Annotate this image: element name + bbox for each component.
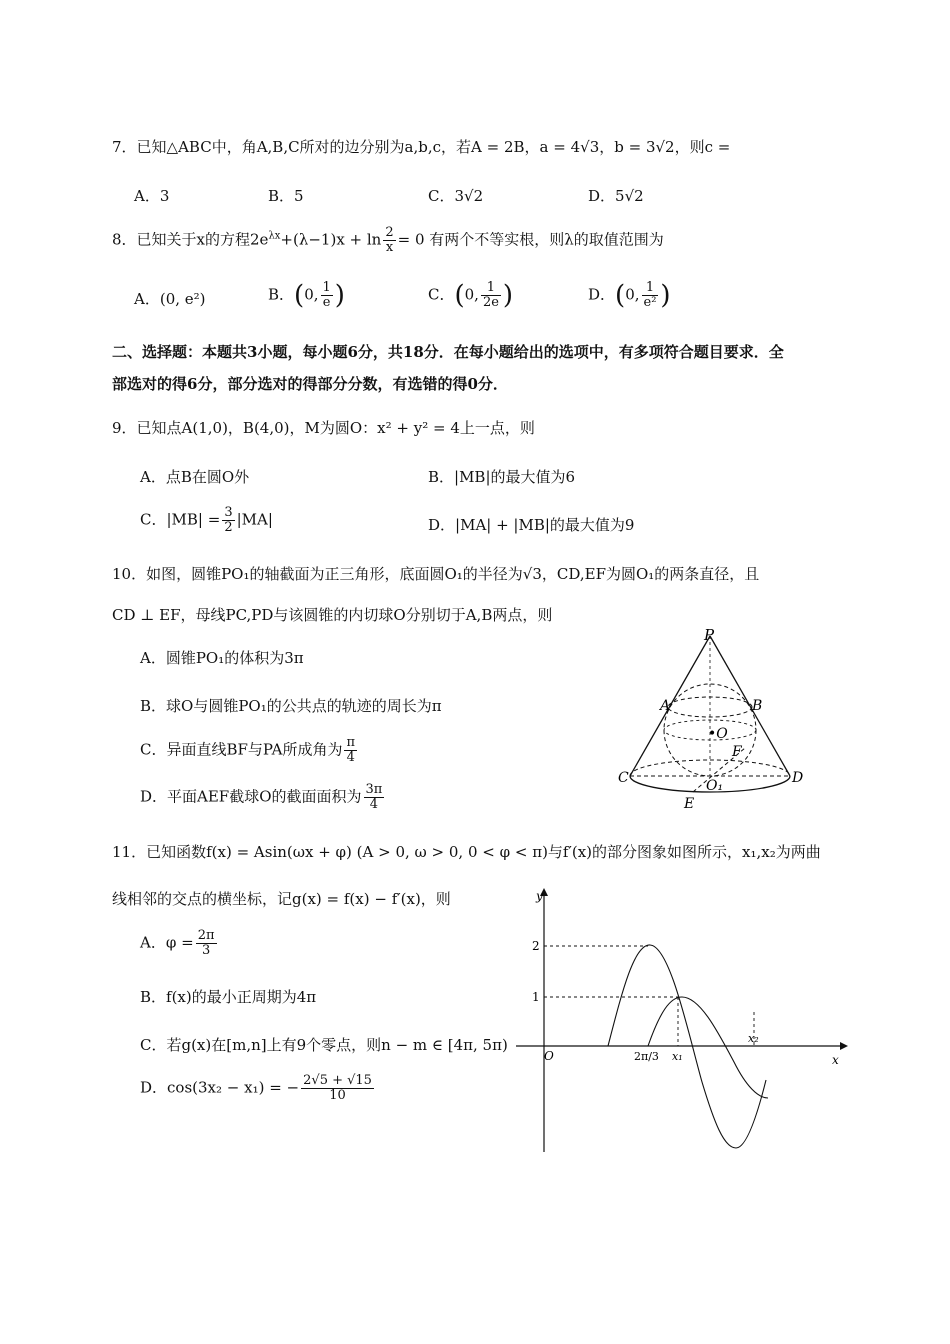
q9-option-c-frac: [222, 506, 234, 535]
q11-option-a-frac: [196, 929, 217, 958]
q7-option-a: A．3: [134, 187, 170, 205]
cone-label-d: D: [792, 770, 804, 786]
q8-option-d-frac: [642, 281, 659, 310]
function-graph: [510, 882, 850, 1158]
q8-option-d-num: 1: [642, 281, 659, 296]
graph-label-x2: x₂: [748, 1032, 759, 1045]
q8-option-d: D．(0, $\frac{1}{\text{e²}}$ ): [588, 280, 671, 311]
q11-option-c: C．若g(x)在[m,n]上有9个零点，则n − m ∈ [4π, 5π): [140, 1036, 508, 1054]
cone-label-c: C: [618, 770, 629, 786]
q8-stem-sup: λx: [268, 230, 281, 242]
q8-option-a-label: A．: [134, 290, 160, 308]
q8-option-a: [134, 288, 206, 309]
graph-label-x1: x₁: [672, 1050, 683, 1063]
cone-label-o: •O: [708, 726, 728, 742]
q8-option-b-num: 1: [322, 280, 331, 295]
section2-line2: 部选对的得6分，部分选对的得部分分数，有选错的得0分．: [112, 375, 508, 393]
q7-option-d: D．5√2: [588, 187, 644, 205]
q8-option-c-den: 2e: [482, 295, 499, 310]
q11-option-a-a: A．φ =: [140, 933, 194, 952]
q9-option-c-den: 2: [224, 520, 233, 535]
q8-option-c-label: C．: [428, 285, 455, 304]
q8-option-d-zero: 0,: [625, 285, 640, 304]
q11-option-d-frac: [301, 1074, 374, 1103]
q8-stem-frac: [383, 226, 395, 255]
cone-label-b: B: [752, 698, 763, 714]
cone-label-p: P: [704, 626, 715, 644]
q8-option-d-label: D．: [588, 285, 616, 304]
q7-stem: 7．已知△ABC中，角A,B,C所对的边分别为a,b,c，若A = 2B，a = 4√3，b = 3√2，则c =: [112, 138, 731, 156]
q8-option-d-den: e²: [643, 295, 657, 310]
q10-option-c: [140, 736, 359, 765]
graph-label-origin: O: [544, 1049, 554, 1063]
cone-figure: [600, 622, 820, 818]
q10-option-d-num: 3π: [365, 782, 383, 797]
q11-option-a: [140, 929, 219, 958]
q8-option-b-label: B．: [268, 285, 295, 304]
q10-option-c-num: π: [346, 735, 356, 750]
q8-option-a-body: (0, e²): [159, 290, 206, 308]
q9-option-c-num: 3: [224, 505, 233, 520]
q8-stem-b: +(λ−1)x + ln: [280, 230, 382, 249]
q8-option-c-zero: 0,: [464, 285, 479, 304]
q7-option-c: C．3√2: [428, 187, 484, 205]
q8-stem-c: = 0 有两个不等实根，则λ的取值范围为: [397, 230, 664, 249]
graph-label-y: y: [536, 889, 543, 903]
q9-option-d: D．|MA| + |MB|的最大值为9: [428, 516, 635, 534]
cone-label-e: E: [684, 796, 695, 812]
graph-label-one: 1: [532, 990, 540, 1004]
q9-option-a: A．点B在圆O外: [140, 468, 250, 486]
q8-stem: [112, 226, 664, 255]
q10-option-c-den: 4: [346, 750, 355, 765]
q11-option-a-den: 3: [201, 943, 211, 958]
q8-stem-den: x: [385, 240, 394, 255]
q8-option-c-frac: [481, 281, 501, 310]
graph-label-x: x: [832, 1053, 839, 1067]
q7-option-b: B．5: [268, 187, 304, 205]
q11-option-d-num: 2√5 + √15: [303, 1073, 372, 1088]
curve-function: [648, 997, 768, 1098]
q11-stem-1: 11．已知函数f(x) = Asin(ωx + φ) (A > 0, ω > 0, 0 < φ < π)与f′(x)的部分图象如图所示，x₁,x₂为两曲: [112, 843, 821, 861]
q10-option-a: A．圆锥PO₁的体积为3π: [140, 649, 304, 667]
q10-option-d-frac: [364, 783, 385, 812]
q9-option-c-a: C．|MB| =: [140, 510, 221, 529]
section2-line1: 二、选择题：本题共3小题，每小题6分，共18分．在每小题给出的选项中，有多项符合题目要求．全: [112, 343, 784, 361]
q10-option-c-a: C．异面直线BF与PA所成角为: [140, 740, 343, 759]
q10-option-c-frac: [344, 736, 357, 765]
q10-stem-2: CD ⊥ EF，母线PC,PD与该圆锥的内切球O分别切于A,B两点，则: [112, 606, 553, 624]
cone-label-o1: O₁: [706, 778, 724, 794]
q9-option-b: B．|MB|的最大值为6: [428, 468, 576, 486]
q10-stem-1: 10．如图，圆锥PO₁的轴截面为正三角形，底面圆O₁的半径为√3，CD,EF为圆O₁的两条直径，且: [112, 565, 760, 583]
q8-option-c-num: 1: [481, 281, 501, 296]
q8-option-b-zero: 0,: [304, 285, 319, 304]
q8-option-b-frac: [321, 281, 333, 310]
q8-stem-num: 2: [385, 225, 394, 240]
q8-option-b: B．(0, $\frac{1}{e}$ ): [268, 280, 345, 311]
q11-option-b: B．f(x)的最小正周期为4π: [140, 988, 317, 1006]
q9-stem: 9．已知点A(1,0)，B(4,0)，M为圆O：x² + y² = 4上一点，则: [112, 419, 535, 437]
q9-option-c: [140, 506, 273, 535]
q10-option-d-den: 4: [369, 797, 379, 812]
q10-option-d-a: D．平面AEF截球O的截面面积为: [140, 787, 362, 806]
cone-label-a: A: [660, 698, 671, 714]
q9-option-c-b: |MA|: [236, 510, 273, 529]
q8-option-c: C．(0, $\frac{1}{2e}$ ): [428, 280, 514, 311]
q10-option-d: [140, 783, 386, 812]
q11-stem-2: 线相邻的交点的横坐标，记g(x) = f(x) − f′(x)，则: [112, 890, 451, 908]
q8-stem-a: 8．已知关于x的方程2e: [112, 230, 269, 249]
graph-label-2pi3: 2π/3: [634, 1050, 659, 1063]
q10-option-b: B．球O与圆锥PO₁的公共点的轨迹的周长为π: [140, 697, 442, 715]
cone-label-f: F: [732, 744, 742, 760]
q11-option-d-den: 10: [329, 1088, 346, 1103]
q11-option-a-num: 2π: [197, 928, 215, 943]
q8-option-b-den: e: [322, 295, 331, 310]
q11-option-d-a: D．cos(3x₂ − x₁) = −: [140, 1078, 300, 1097]
graph-label-two: 2: [532, 939, 540, 953]
q11-option-d: [140, 1074, 376, 1103]
